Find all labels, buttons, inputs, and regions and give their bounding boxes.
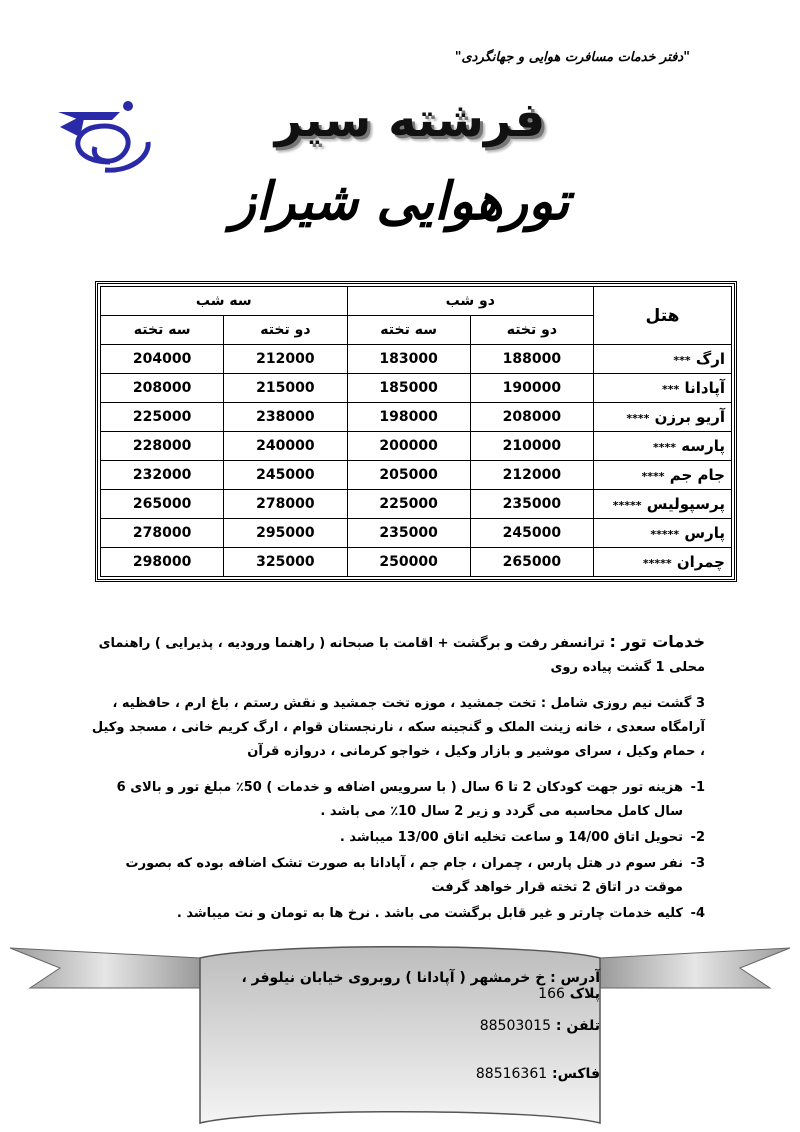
phone-line xyxy=(210,1018,600,1066)
star-rating: **** xyxy=(653,441,677,454)
star-rating: ***** xyxy=(642,557,672,570)
price-cell: 278000 xyxy=(101,519,224,548)
phone-number: 88503015 xyxy=(479,1018,551,1034)
star-rating: ***** xyxy=(612,499,642,512)
hotel-name: ارگ xyxy=(695,350,725,368)
two-nights-double-header: دو تخته xyxy=(470,316,593,345)
list-item xyxy=(85,902,705,926)
hotel-name: آریو برزن xyxy=(654,408,725,426)
price-cell: 200000 xyxy=(347,432,470,461)
note-number: 4- xyxy=(690,906,705,921)
hotel-name: جام جم xyxy=(669,466,725,484)
star-rating: ***** xyxy=(650,528,680,541)
services-label: خدمات تور : xyxy=(609,632,705,651)
price-cell: 185000 xyxy=(347,374,470,403)
agency-brand-name: فرشته سیر xyxy=(274,92,546,148)
note-number: 2- xyxy=(690,830,705,845)
table-row xyxy=(101,519,732,548)
hotel-cell xyxy=(594,403,732,432)
table-row xyxy=(101,374,732,403)
hotel-name: پرسپولیس xyxy=(646,495,725,513)
services-text: ترانسفر رفت و برگشت + اقامت با صبحانه ( راهنما ورودیه ، پذیرایی ) راهنمای محلی 1 گشت پیاده روی xyxy=(98,636,705,675)
notes-list xyxy=(85,776,705,926)
note-number: 3- xyxy=(690,856,705,871)
phone-label: تلفن : xyxy=(555,1018,600,1034)
star-rating: *** xyxy=(661,383,680,396)
hotel-name: پارس xyxy=(684,524,725,542)
star-rating: *** xyxy=(673,354,691,367)
hotel-cell xyxy=(594,519,732,548)
price-cell: 208000 xyxy=(470,403,593,432)
note-text: تحویل اتاق 14/00 و ساعت تخلیه اتاق 13/00 میباشد . xyxy=(339,830,683,845)
fax-label: فاکس: xyxy=(552,1066,600,1082)
table-row xyxy=(101,403,732,432)
note-number: 1- xyxy=(690,780,705,795)
price-cell: 215000 xyxy=(224,374,347,403)
table-row xyxy=(101,432,732,461)
hotel-name: آپادانا xyxy=(684,379,725,397)
agency-logo xyxy=(50,92,158,184)
price-table-frame xyxy=(95,281,737,582)
tour-details xyxy=(85,630,705,928)
page-title: تورهوایی شیراز xyxy=(230,172,570,232)
table-row xyxy=(101,345,732,374)
price-cell: 232000 xyxy=(101,461,224,490)
two-nights-triple-header: سه تخته xyxy=(347,316,470,345)
price-cell: 295000 xyxy=(224,519,347,548)
price-cell: 188000 xyxy=(470,345,593,374)
table-row xyxy=(101,548,732,577)
price-cell: 265000 xyxy=(470,548,593,577)
address-label: آدرس : خ خرمشهر ( آپادانا ) روبروی خیابان نیلوفر ، پلاک xyxy=(241,970,600,1002)
fax-number: 88516361 xyxy=(475,1066,548,1082)
hotel-cell xyxy=(594,374,732,403)
price-cell: 265000 xyxy=(101,490,224,519)
list-item xyxy=(85,776,705,824)
price-cell: 225000 xyxy=(101,403,224,432)
sightseeing-paragraph: 3 گشت نیم روزی شامل : تخت جمشید ، موزه تخت جمشید و نقش رستم ، باغ ارم ، حافظیه ، آرامگاه سعدی ، خانه زینت الملک و گنجینه سکه ، نارنجستان قوام ، ارگ کریم خانی ، مسجد وکیل ، حمام وکیل ، سرای موشیر و بازار وکیل ، خواجو کرمانی ، دروازه قرآن xyxy=(91,696,705,759)
price-cell: 208000 xyxy=(101,374,224,403)
price-cell: 325000 xyxy=(224,548,347,577)
price-cell: 225000 xyxy=(347,490,470,519)
price-cell: 228000 xyxy=(101,432,224,461)
services-paragraph xyxy=(85,630,705,680)
price-cell: 210000 xyxy=(470,432,593,461)
price-cell: 204000 xyxy=(101,345,224,374)
price-cell: 190000 xyxy=(470,374,593,403)
price-cell: 235000 xyxy=(470,490,593,519)
price-cell: 245000 xyxy=(470,519,593,548)
list-item xyxy=(85,826,705,850)
price-cell: 235000 xyxy=(347,519,470,548)
price-cell: 205000 xyxy=(347,461,470,490)
price-cell: 240000 xyxy=(224,432,347,461)
price-cell: 278000 xyxy=(224,490,347,519)
hotel-cell xyxy=(594,548,732,577)
price-cell: 298000 xyxy=(101,548,224,577)
price-cell: 245000 xyxy=(224,461,347,490)
hotel-cell xyxy=(594,490,732,519)
three-nights-triple-header: سه تخته xyxy=(101,316,224,345)
address-number: 166 xyxy=(538,986,565,1002)
table-row xyxy=(101,490,732,519)
price-cell: 198000 xyxy=(347,403,470,432)
star-rating: **** xyxy=(641,470,665,483)
hotel-name: پارسه xyxy=(681,437,725,455)
hotel-cell xyxy=(594,432,732,461)
hotel-cell xyxy=(594,345,732,374)
price-cell: 238000 xyxy=(224,403,347,432)
address-line xyxy=(210,970,600,1018)
three-nights-double-header: دو تخته xyxy=(224,316,347,345)
contact-info xyxy=(210,970,600,1114)
price-cell: 212000 xyxy=(470,461,593,490)
table-row xyxy=(101,461,732,490)
note-text: نفر سوم در هتل پارس ، چمران ، جام جم ، آپادانا به صورت تشک اضافه بوده که بصورت موقت در اتاق 2 تخته قرار خواهد گرفت xyxy=(125,856,683,895)
hotel-name: چمران xyxy=(676,553,725,571)
price-cell: 250000 xyxy=(347,548,470,577)
star-rating: **** xyxy=(626,412,650,425)
price-cell: 212000 xyxy=(224,345,347,374)
price-table xyxy=(100,286,732,577)
fax-line xyxy=(210,1066,600,1114)
note-text: هزینه تور جهت کودکان 2 تا 6 سال ( با سرویس اضافه و خدمات ) 50٪ مبلغ تور و بالای 6 سال کامل محاسبه می گردد و زیر 2 سال 10٪ می باشد . xyxy=(116,780,683,819)
three-nights-header: سه شب xyxy=(101,287,348,316)
price-cell: 183000 xyxy=(347,345,470,374)
agency-tagline: "دفتر خدمات مسافرت هوایی و جهانگردی" xyxy=(454,50,690,65)
list-item xyxy=(85,852,705,900)
hotel-cell xyxy=(594,461,732,490)
two-nights-header: دو شب xyxy=(347,287,594,316)
hotel-column-header: هتل xyxy=(594,287,732,345)
note-text: کلیه خدمات چارتر و غیر قابل برگشت می باشد . نرخ ها به تومان و نت میباشد . xyxy=(176,906,683,921)
